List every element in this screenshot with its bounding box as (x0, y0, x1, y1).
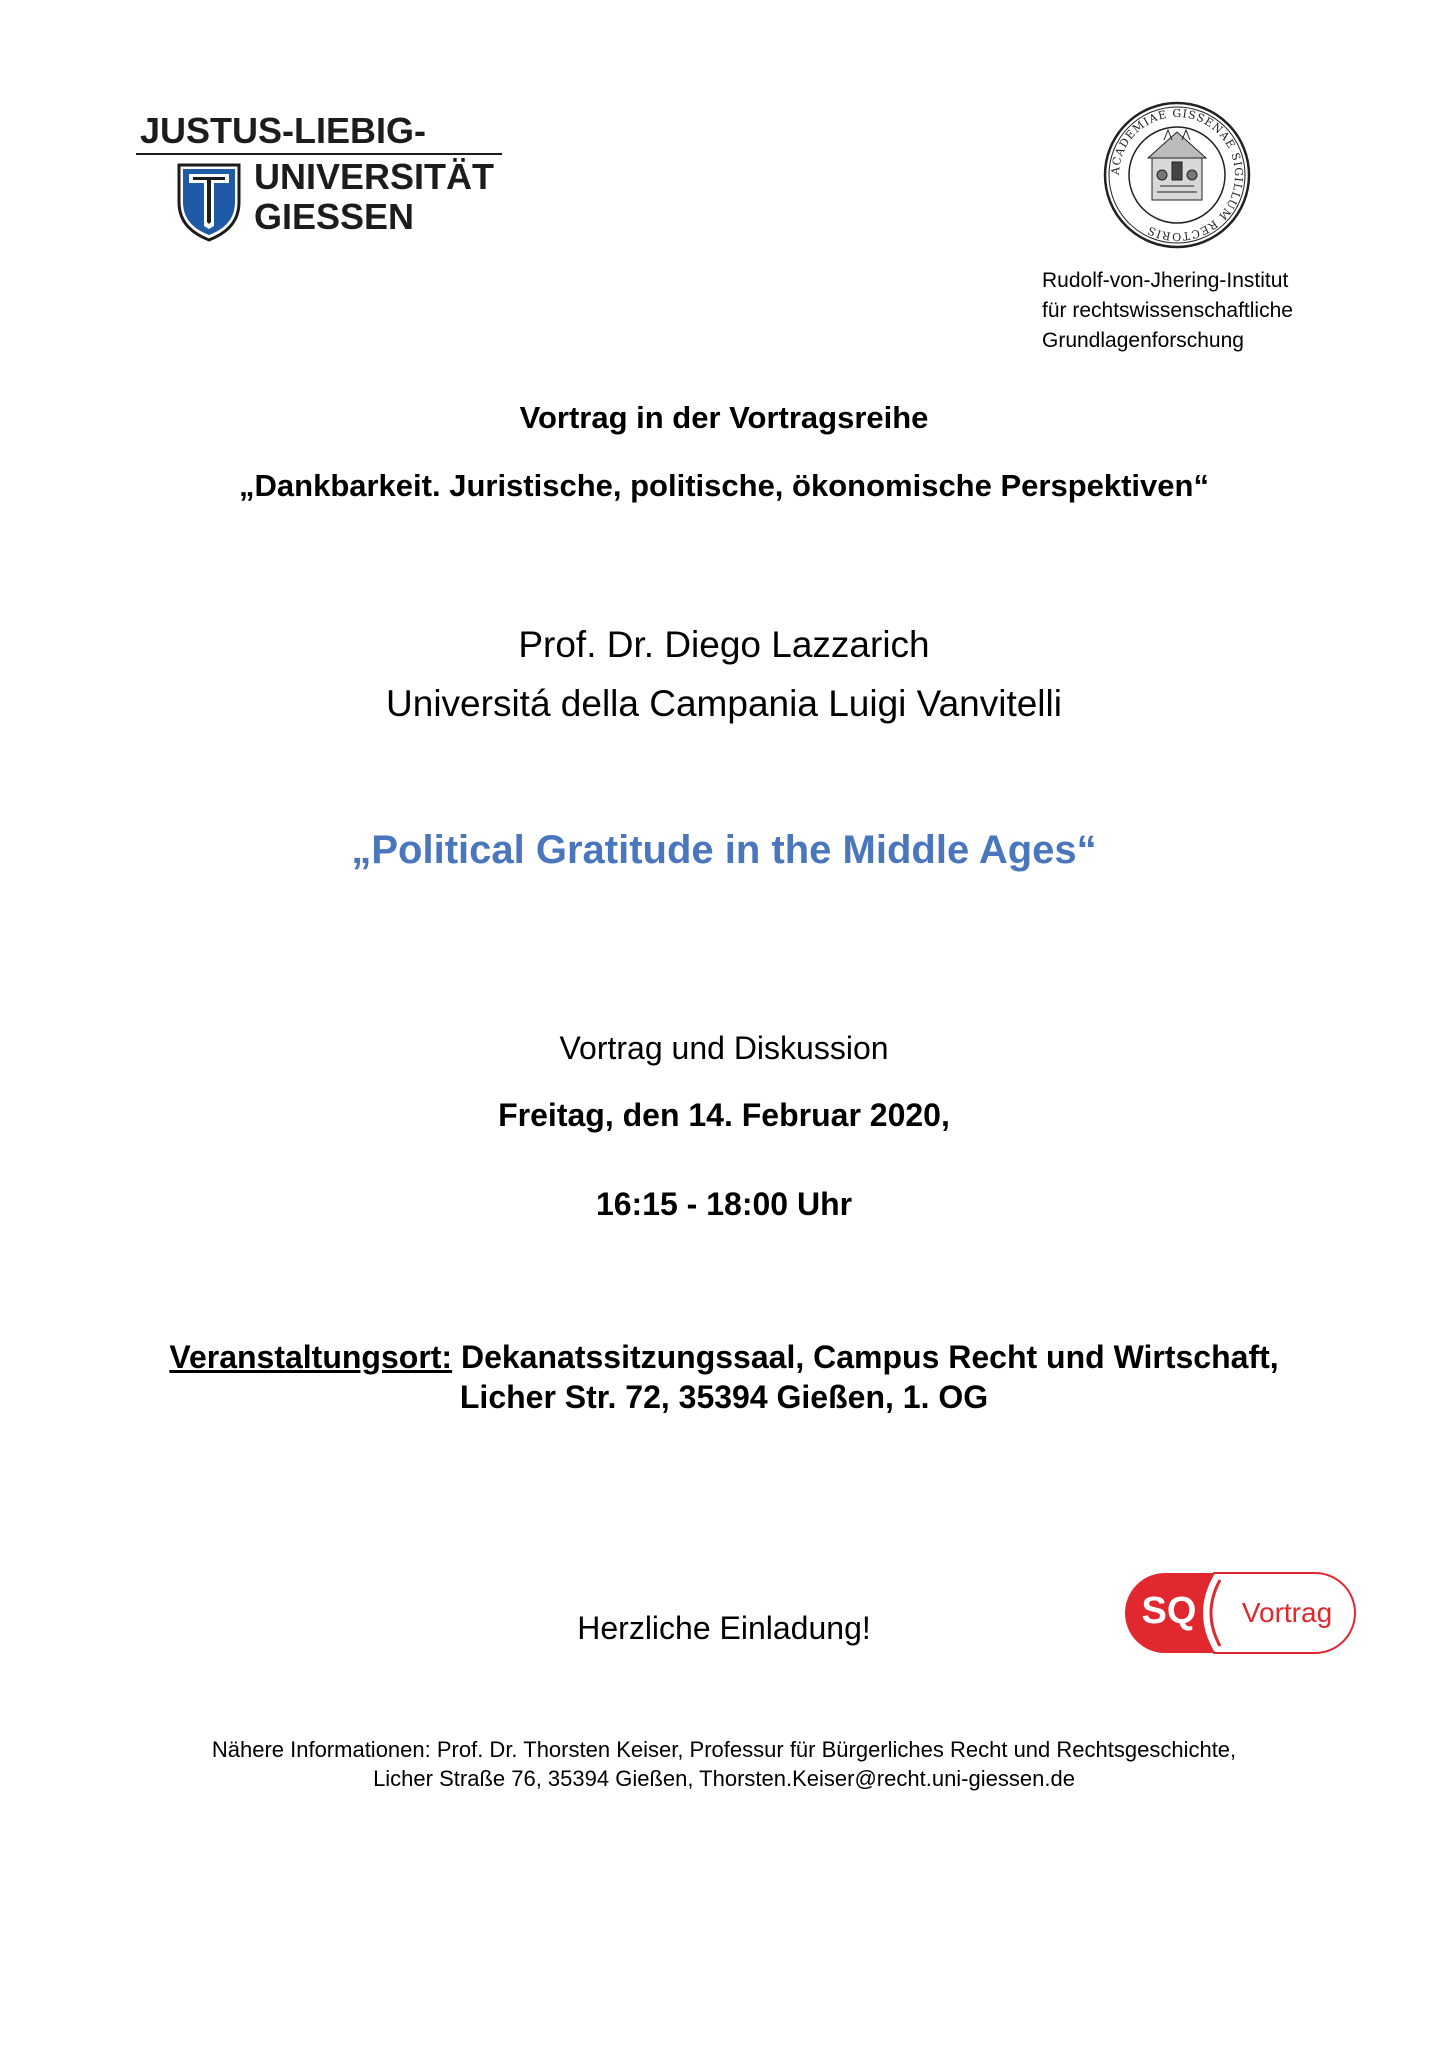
series-intro: Vortrag in der Vortragsreihe (519, 400, 929, 435)
footer-line-2: Licher Straße 76, 35394 Gießen, Thorsten.Keiser@recht.uni-giessen.de (373, 1766, 1075, 1791)
badge-prefix: SQ (1141, 1590, 1197, 1632)
speaker-name: Prof. Dr. Diego Lazzarich (518, 624, 930, 665)
venue (0, 1337, 1448, 1417)
logo-line-1: JUSTUS-LIEBIG- (140, 110, 427, 151)
university-logo (136, 110, 506, 250)
speaker-affiliation: Universitá della Campania Luigi Vanvitelli (386, 683, 1062, 724)
svg-text:ACADEMIAE GISSENAE SIGILLUM RE: ACADEMIAE GISSENAE SIGILLUM RECTORIS (1108, 106, 1246, 244)
institute-line-3: Grundlagenforschung (1042, 329, 1244, 352)
sq-vortrag-badge (1124, 1572, 1356, 1654)
institute-name (1042, 266, 1293, 356)
event-time: 16:15 - 18:00 Uhr (595, 1186, 853, 1222)
event-date: Freitag, den 14. Februar 2020, (498, 1097, 950, 1133)
talk-title: „Political Gratitude in the Middle Ages“ (351, 828, 1097, 872)
venue-line-1: Dekanatssitzungssaal, Campus Recht und Wirtschaft, (452, 1339, 1279, 1375)
logo-line-2: UNIVERSITÄT (254, 156, 495, 197)
series-title: „Dankbarkeit. Juristische, politische, ökonomische Perspektiven“ (239, 468, 1209, 503)
shield-icon (176, 162, 242, 242)
institute-line-1: Rudolf-von-Jhering-Institut (1042, 269, 1289, 292)
venue-label: Veranstaltungsort: (169, 1339, 453, 1375)
invitation-text: Herzliche Einladung! (577, 1610, 871, 1646)
logo-line-3: GIESSEN (254, 196, 415, 237)
badge-label: Vortrag (1241, 1597, 1333, 1628)
event-format: Vortrag und Diskussion (559, 1030, 889, 1066)
footer-line-1: Nähere Informationen: Prof. Dr. Thorsten Keiser, Professur für Bürgerliches Recht und Rechtsgeschichte, (211, 1737, 1237, 1762)
logo-rule (136, 153, 502, 155)
contact-footer (0, 1735, 1448, 1793)
university-seal (1102, 100, 1252, 250)
venue-line-2: Licher Str. 72, 35394 Gießen, 1. OG (459, 1379, 989, 1415)
institute-line-2: für rechtswissenschaftliche (1042, 299, 1293, 322)
